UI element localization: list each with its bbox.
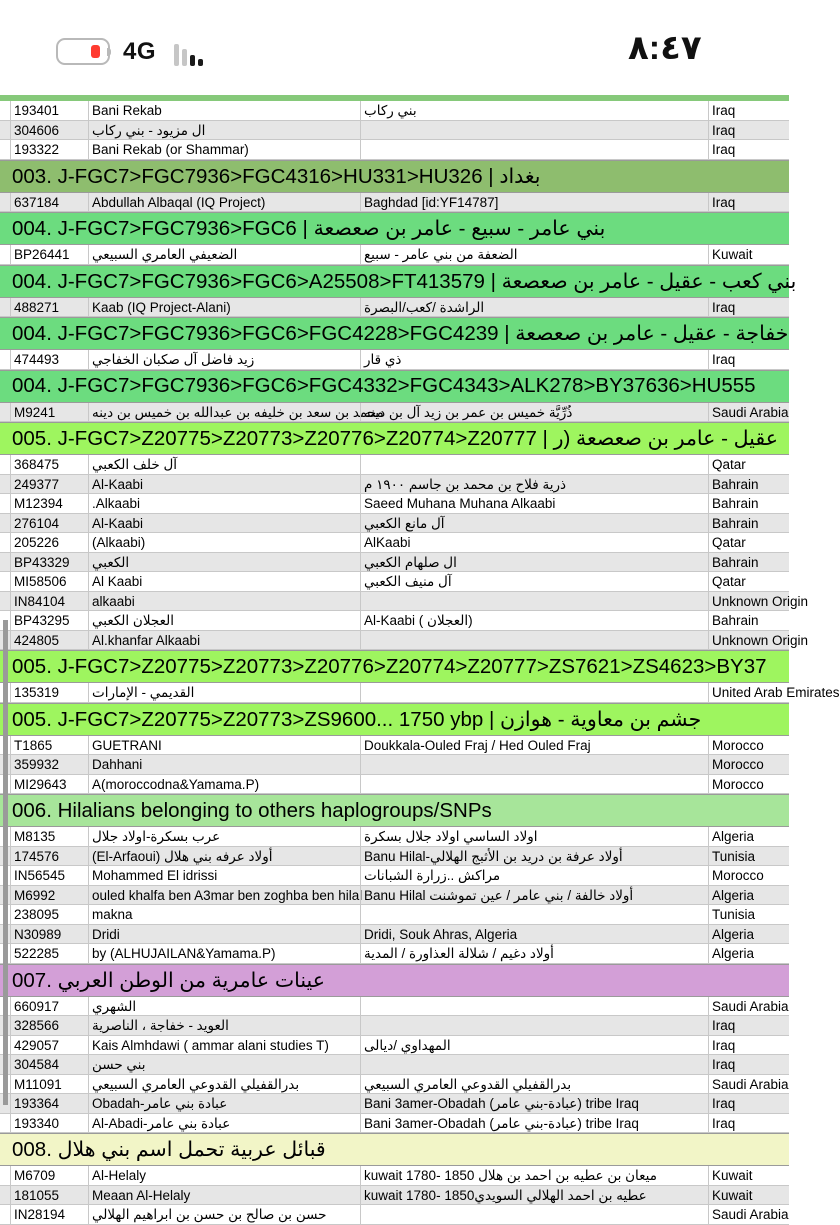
table-row[interactable] — [0, 944, 789, 964]
section-header-text: 008. قبائل عربية تحمل اسم بني هلال — [12, 1138, 326, 1161]
table-row[interactable] — [0, 755, 789, 775]
country-cell[interactable]: Bahrain — [708, 611, 789, 630]
name-cell[interactable]: Meaan Al-Helaly — [88, 1186, 360, 1205]
section-header[interactable] — [0, 317, 789, 350]
table-row[interactable] — [0, 1075, 789, 1095]
country-cell[interactable]: Qatar — [708, 572, 789, 591]
table-row[interactable] — [0, 1094, 789, 1114]
kit-number-cell[interactable]: M11091 — [10, 1075, 88, 1094]
country-cell[interactable]: Morocco — [708, 755, 789, 774]
country-cell[interactable]: Iraq — [708, 350, 789, 369]
name-cell[interactable]: القديمي - الإمارات — [88, 683, 360, 702]
kit-number-cell[interactable]: 429057 — [10, 1036, 88, 1055]
kit-number-cell[interactable]: 359932 — [10, 755, 88, 774]
name-cell[interactable]: Bani Rekab (or Shammar) — [88, 140, 360, 159]
name-cell[interactable]: GUETRANI — [88, 736, 360, 755]
country-cell[interactable]: Algeria — [708, 944, 789, 963]
table-row[interactable] — [0, 475, 789, 495]
table-row[interactable] — [0, 298, 789, 318]
section-header-text: 004. J-FGC7>FGC7936>FGC6>FGC4228>FGC4239 | خفاجة - عقيل - عامر بن صعصعة — [12, 322, 789, 345]
ancestry-cell[interactable]: Banu Hilal-أولاد عرفة بن دريد بن الأثبج الهلالي — [360, 847, 708, 866]
section-header-text: 005. J-FGC7>Z20775>Z20773>Z20776>Z20774>Z20777 | عقيل - عامر بن صعصعة (ر — [12, 427, 778, 450]
name-cell[interactable]: by (ALHUJAILAN&Yamama.P) — [88, 944, 360, 963]
name-cell[interactable]: Al Kaabi — [88, 572, 360, 591]
table-row[interactable] — [0, 925, 789, 945]
name-cell[interactable]: makna — [88, 905, 360, 924]
country-cell[interactable]: Iraq — [708, 121, 789, 140]
kit-number-cell[interactable]: 637184 — [10, 193, 88, 212]
country-cell[interactable]: Iraq — [708, 1016, 789, 1035]
table-row[interactable] — [0, 193, 789, 213]
country-cell[interactable]: Saudi Arabia — [708, 997, 789, 1016]
name-cell[interactable]: Al-Helaly — [88, 1166, 360, 1185]
kit-number-cell[interactable]: M6709 — [10, 1166, 88, 1185]
ancestry-cell[interactable] — [360, 905, 708, 924]
table-row[interactable] — [0, 494, 789, 514]
ancestry-cell[interactable] — [360, 121, 708, 140]
name-cell[interactable]: Kais Almhdawi ( ammar alani studies T) — [88, 1036, 360, 1055]
name-cell[interactable]: Bani Rekab — [88, 101, 360, 120]
table-row[interactable] — [0, 611, 789, 631]
ancestry-cell[interactable] — [360, 592, 708, 611]
kit-number-cell[interactable]: M9241 — [10, 403, 88, 422]
ancestry-cell[interactable]: ذُرِّيَّة خميس بن عمر بن زيد آل بن دينه — [360, 403, 708, 422]
ancestry-cell[interactable]: Bani 3amer-Obadah (عبادة-بني عامر) tribe Iraq — [360, 1094, 708, 1113]
kit-number-cell[interactable]: 276104 — [10, 514, 88, 533]
table-row[interactable] — [0, 1166, 789, 1186]
ancestry-cell[interactable]: الراشدة /كعب/البصرة — [360, 298, 708, 317]
table-row[interactable] — [0, 683, 840, 703]
kit-number-cell[interactable]: BP43329 — [10, 553, 88, 572]
ancestry-cell[interactable] — [360, 997, 708, 1016]
table-row[interactable] — [0, 1114, 789, 1134]
ancestry-cell[interactable]: AlKaabi — [360, 533, 708, 552]
ancestry-cell[interactable]: المهداوي /ديالى — [360, 1036, 708, 1055]
section-header-text: 007. عينات عامرية من الوطن العربي — [12, 968, 325, 992]
table-row[interactable] — [0, 121, 789, 141]
ancestry-cell[interactable]: ذي قار — [360, 350, 708, 369]
country-cell[interactable]: Bahrain — [708, 514, 789, 533]
name-cell[interactable]: الضعيفي العامري السبيعي — [88, 245, 360, 264]
country-cell[interactable]: Kuwait — [708, 245, 789, 264]
section-header-text: 006. Hilalians belonging to others haplogroups/SNPs — [12, 798, 492, 822]
name-cell[interactable]: بدرالقفيلي القدوعي العامري السبيعي — [88, 1075, 360, 1094]
name-cell[interactable]: .Alkaabi — [88, 494, 360, 513]
section-header[interactable] — [0, 703, 789, 736]
table-row[interactable] — [0, 775, 789, 795]
ancestry-cell[interactable]: Al-Kaabi ( العجلان) — [360, 611, 708, 630]
ancestry-cell[interactable]: مراكش ..زرارة الشبانات — [360, 866, 708, 885]
ancestry-cell[interactable]: ذرية فلاح بن محمد بن جاسم ١٩٠٠ م — [360, 475, 708, 494]
name-cell[interactable]: الكعبي — [88, 553, 360, 572]
country-cell[interactable]: Saudi Arabia — [708, 1205, 789, 1224]
name-cell[interactable]: ouled khalfa ben A3mar ben zoghba ben hilal — [88, 886, 360, 905]
table-row[interactable] — [0, 1055, 789, 1075]
country-cell[interactable]: Kuwait — [708, 1186, 789, 1205]
section-header[interactable] — [0, 212, 789, 245]
name-cell[interactable]: (El-Arfaoui) أولاد عرفه بني هلال — [88, 847, 360, 866]
name-cell[interactable]: Al-Kaabi — [88, 475, 360, 494]
ancestry-cell[interactable]: آل مانع الكعبي — [360, 514, 708, 533]
kit-number-cell[interactable]: 193340 — [10, 1114, 88, 1133]
country-cell[interactable]: Iraq — [708, 101, 789, 120]
section-header[interactable] — [0, 650, 789, 683]
section-header[interactable] — [0, 370, 789, 403]
kit-number-cell[interactable]: 249377 — [10, 475, 88, 494]
country-cell[interactable]: Bahrain — [708, 475, 789, 494]
kit-number-cell[interactable]: 238095 — [10, 905, 88, 924]
country-cell[interactable]: Iraq — [708, 1094, 789, 1113]
table-row[interactable] — [0, 455, 789, 475]
section-header-text: 003. J-FGC7>FGC7936>FGC4316>HU331>HU326 | بغداد — [12, 164, 541, 188]
kit-number-cell[interactable]: 193401 — [10, 101, 88, 120]
section-header[interactable] — [0, 964, 789, 997]
table-row[interactable] — [0, 245, 789, 265]
name-cell[interactable]: Dridi — [88, 925, 360, 944]
country-cell[interactable]: Saudi Arabia — [708, 403, 789, 422]
scrollbar[interactable] — [3, 620, 8, 1105]
ancestry-cell[interactable]: ال صلهام الكعبي — [360, 553, 708, 572]
name-cell[interactable]: Dahhani — [88, 755, 360, 774]
name-cell[interactable]: ال مزيود - بني ركاب — [88, 121, 360, 140]
spreadsheet[interactable] — [0, 95, 840, 1222]
name-cell[interactable]: Abdullah Albaqal (IQ Project) — [88, 193, 360, 212]
table-row[interactable] — [0, 350, 789, 370]
name-cell[interactable]: العويد - خفاجة ، الناصرية — [88, 1016, 360, 1035]
name-cell[interactable]: الشهري — [88, 997, 360, 1016]
kit-number-cell[interactable]: 522285 — [10, 944, 88, 963]
ancestry-cell[interactable] — [360, 775, 708, 794]
name-cell[interactable]: Mohammed El idrissi — [88, 866, 360, 885]
ancestry-cell[interactable]: أولاد دغيم / شلالة العذاورة / المدية — [360, 944, 708, 963]
table-row[interactable] — [0, 905, 789, 925]
country-cell[interactable]: Algeria — [708, 925, 789, 944]
name-cell[interactable]: Al-Abadi-عبادة بني عامر — [88, 1114, 360, 1133]
country-cell[interactable]: Qatar — [708, 455, 789, 474]
name-cell[interactable]: alkaabi — [88, 592, 360, 611]
kit-number-cell[interactable]: 474493 — [10, 350, 88, 369]
kit-number-cell[interactable]: 181055 — [10, 1186, 88, 1205]
ancestry-cell[interactable] — [360, 140, 708, 159]
kit-number-cell[interactable]: 660917 — [10, 997, 88, 1016]
kit-number-cell[interactable]: 304606 — [10, 121, 88, 140]
country-cell[interactable]: Qatar — [708, 533, 789, 552]
section-header-text: 005. J-FGC7>Z20775>Z20773>Z20776>Z20774>Z20777>ZS7621>ZS4623>BY37 — [12, 654, 767, 678]
country-cell[interactable]: Kuwait — [708, 1166, 789, 1185]
name-cell[interactable]: العجلان الكعبي — [88, 611, 360, 630]
ancestry-cell[interactable]: اولاد الساسي اولاد جلال بسكرة — [360, 827, 708, 846]
section-header-text: 004. J-FGC7>FGC7936>FGC6>A25508>FT413579 | بني كعب - عقيل - عامر بن صعصعة — [12, 269, 797, 293]
ancestry-cell[interactable] — [360, 1016, 708, 1035]
ancestry-cell[interactable] — [360, 455, 708, 474]
ancestry-cell[interactable]: الضعفة من بني عامر - سبيع — [360, 245, 708, 264]
section-header[interactable] — [0, 794, 789, 827]
name-cell[interactable]: Al.khanfar Alkaabi — [88, 631, 360, 650]
name-cell[interactable]: Kaab (IQ Project-Alani) — [88, 298, 360, 317]
kit-number-cell[interactable]: MI58506 — [10, 572, 88, 591]
section-header-text: 005. J-FGC7>Z20775>Z20773>ZS9600... 1750 ybp | جشم بن معاوية - هوازن — [12, 707, 702, 731]
kit-number-cell[interactable]: M6992 — [10, 886, 88, 905]
section-header-text: 004. J-FGC7>FGC7936>FGC6>FGC4332>FGC4343>ALK278>BY37636>HU555 — [12, 374, 756, 397]
ancestry-cell[interactable]: Bani 3amer-Obadah (عبادة-بني عامر) tribe Iraq — [360, 1114, 708, 1133]
status-time: ٨:٤٧ — [628, 29, 702, 67]
name-cell[interactable]: عرب بسكرة-اولاد جلال — [88, 827, 360, 846]
ancestry-cell[interactable]: بدرالقفيلي القدوعي العامري السبيعي — [360, 1075, 708, 1094]
table-row[interactable] — [0, 572, 789, 592]
section-header[interactable] — [0, 160, 789, 193]
ancestry-cell[interactable]: Doukkala-Ouled Fraj / Hed Ouled Fraj — [360, 736, 708, 755]
kit-number-cell[interactable]: IN84104 — [10, 592, 88, 611]
table-row[interactable] — [0, 1016, 789, 1036]
name-cell[interactable]: آل خلف الكعبي — [88, 455, 360, 474]
country-cell[interactable]: Iraq — [708, 1036, 789, 1055]
ancestry-cell[interactable] — [360, 631, 708, 650]
kit-number-cell[interactable]: M8135 — [10, 827, 88, 846]
table-row[interactable] — [0, 1036, 789, 1056]
ancestry-cell[interactable]: Banu Hilal أولاد خالفة / بني عامر / عين تموشنت — [360, 886, 708, 905]
country-cell[interactable]: Iraq — [708, 140, 789, 159]
section-header-text: 004. J-FGC7>FGC7936>FGC6 | بني عامر - سبيع - عامر بن صعصعة — [12, 217, 606, 240]
kit-number-cell[interactable]: BP26441 — [10, 245, 88, 264]
network-type: 4G — [123, 38, 157, 65]
country-cell[interactable]: Tunisia — [708, 847, 789, 866]
table-row[interactable] — [0, 553, 789, 573]
country-cell[interactable]: Morocco — [708, 775, 789, 794]
country-cell[interactable]: Unknown Origin — [708, 592, 789, 611]
kit-number-cell[interactable]: MI29643 — [10, 775, 88, 794]
table-row[interactable] — [0, 997, 789, 1017]
section-header[interactable] — [0, 422, 789, 455]
ancestry-cell[interactable]: Baghdad [id:YF14787] — [360, 193, 708, 212]
country-cell[interactable]: Bahrain — [708, 494, 789, 513]
country-cell[interactable]: Iraq — [708, 1114, 789, 1133]
kit-number-cell[interactable]: BP43295 — [10, 611, 88, 630]
table-row[interactable] — [0, 403, 789, 423]
name-cell[interactable]: زيد فاضل آل صكبان الخفاجي — [88, 350, 360, 369]
ancestry-cell[interactable] — [360, 1055, 708, 1074]
table-row[interactable] — [0, 592, 809, 612]
country-cell[interactable]: Algeria — [708, 886, 789, 905]
kit-number-cell[interactable]: 193364 — [10, 1094, 88, 1113]
kit-number-cell[interactable]: 205226 — [10, 533, 88, 552]
ancestry-cell[interactable] — [360, 1205, 708, 1224]
kit-number-cell[interactable]: T1865 — [10, 736, 88, 755]
kit-number-cell[interactable]: M12394 — [10, 494, 88, 513]
country-cell[interactable]: Iraq — [708, 193, 789, 212]
ancestry-cell[interactable] — [360, 755, 708, 774]
table-row[interactable] — [0, 827, 789, 847]
table-row[interactable] — [0, 533, 789, 553]
kit-number-cell[interactable]: 368475 — [10, 455, 88, 474]
country-cell[interactable]: Saudi Arabia — [708, 1075, 789, 1094]
ancestry-cell[interactable]: kuwait ميعان بن عطيه بن احمد بن هلال 1850 -1780 — [360, 1166, 708, 1185]
table-row[interactable] — [0, 736, 789, 756]
kit-number-cell[interactable]: IN28194 — [10, 1205, 88, 1224]
kit-number-cell[interactable]: 328566 — [10, 1016, 88, 1035]
kit-number-cell[interactable]: 304584 — [10, 1055, 88, 1074]
name-cell[interactable]: محمد بن سعد بن خليفه بن عبدالله بن خميس بن دينه — [88, 403, 360, 422]
battery-level — [91, 45, 100, 58]
table-row[interactable] — [0, 140, 789, 160]
country-cell[interactable]: Unknown Origin — [708, 631, 789, 650]
table-row[interactable] — [0, 1205, 789, 1225]
section-header[interactable] — [0, 265, 797, 298]
status-bar — [0, 0, 789, 95]
table-row[interactable] — [0, 866, 789, 886]
kit-number-cell[interactable]: 135319 — [10, 683, 88, 702]
ancestry-cell[interactable]: بني ركاب — [360, 101, 708, 120]
kit-number-cell[interactable]: 488271 — [10, 298, 88, 317]
ancestry-cell[interactable] — [360, 683, 708, 702]
kit-number-cell[interactable]: IN56545 — [10, 866, 88, 885]
table-row[interactable] — [0, 847, 789, 867]
table-row[interactable] — [0, 514, 789, 534]
country-cell[interactable]: Algeria — [708, 827, 789, 846]
kit-number-cell[interactable]: 424805 — [10, 631, 88, 650]
table-row[interactable] — [0, 886, 789, 906]
name-cell[interactable]: (Alkaabi) — [88, 533, 360, 552]
battery-icon — [56, 38, 110, 65]
country-cell[interactable]: Iraq — [708, 1055, 789, 1074]
country-cell[interactable]: Bahrain — [708, 553, 789, 572]
name-cell[interactable]: A(moroccodna&Yamama.P) — [88, 775, 360, 794]
kit-number-cell[interactable]: N30989 — [10, 925, 88, 944]
kit-number-cell[interactable]: 193322 — [10, 140, 88, 159]
country-cell[interactable]: United Arab Emirates — [708, 683, 789, 702]
table-row[interactable] — [0, 101, 789, 121]
ancestry-cell[interactable]: Saeed Muhana Muhana Alkaabi — [360, 494, 708, 513]
kit-number-cell[interactable]: 174576 — [10, 847, 88, 866]
ancestry-cell[interactable]: kuwait عطيه بن احمد الهلالي السويدي1850 -1780 — [360, 1186, 708, 1205]
name-cell[interactable]: بني حسن — [88, 1055, 360, 1074]
table-row[interactable] — [0, 631, 809, 651]
ancestry-cell[interactable]: Dridi, Souk Ahras, Algeria — [360, 925, 708, 944]
table-row[interactable] — [0, 1186, 789, 1206]
country-cell[interactable]: Morocco — [708, 866, 789, 885]
section-header[interactable] — [0, 1133, 789, 1166]
country-cell[interactable]: Morocco — [708, 736, 789, 755]
country-cell[interactable]: Tunisia — [708, 905, 789, 924]
ancestry-cell[interactable]: آل منيف الكعبي — [360, 572, 708, 591]
signal-strength-icon — [174, 40, 214, 66]
country-cell[interactable]: Iraq — [708, 298, 789, 317]
name-cell[interactable]: Al-Kaabi — [88, 514, 360, 533]
name-cell[interactable]: حسن بن صالح بن حسن بن ابراهيم الهلالي — [88, 1205, 360, 1224]
name-cell[interactable]: Obadah-عبادة بني عامر — [88, 1094, 360, 1113]
